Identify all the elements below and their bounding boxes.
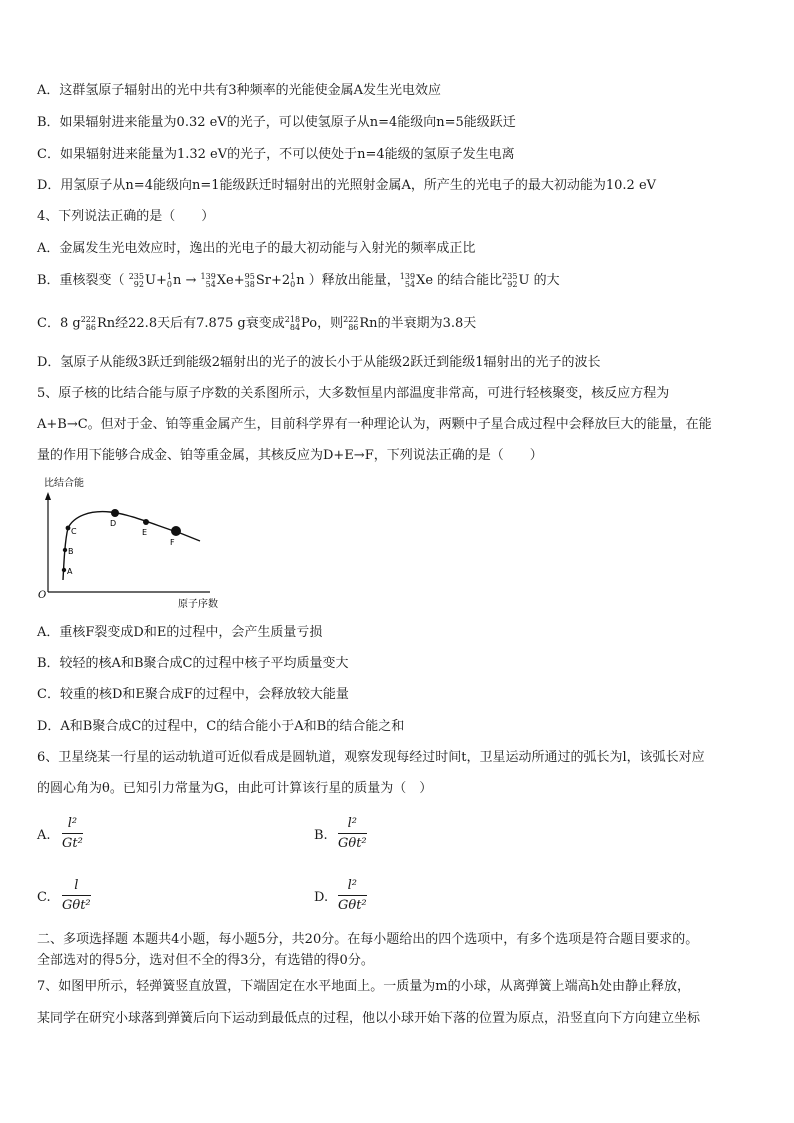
isotope-xe139-symbol: Xe bbox=[216, 273, 234, 288]
q4c-text: ，则 bbox=[317, 316, 344, 331]
isotope-sr95-index: 95 38 bbox=[244, 271, 255, 289]
chart-xlabel: 原子序数 bbox=[178, 599, 218, 610]
q6-option-a-label: A. bbox=[37, 828, 51, 843]
point-e bbox=[143, 519, 149, 525]
plus-sign: + bbox=[270, 273, 282, 288]
q6-stem-line2: 的圆心角为θ。已知引力常量为G，由此可计算该行星的质量为（ ） bbox=[37, 781, 433, 796]
q4c-text: 经22.8天后有7.875 g衰变成 bbox=[115, 316, 285, 331]
q6-option-c-fraction bbox=[62, 878, 91, 913]
q7-stem-line1: 7、如图甲所示，轻弹簧竖直放置，下端固定在水平地面上。一质量为m的小球，从离弹簧上端高h处由静止释放， bbox=[37, 979, 690, 994]
point-c-label: C bbox=[71, 527, 77, 536]
y-axis-arrow bbox=[45, 492, 51, 500]
plus-sign: + bbox=[233, 273, 245, 288]
point-c bbox=[66, 526, 71, 531]
q4-option-a: A．金属发生光电效应时，逸出的光电子的最大初动能与入射光的频率成正比 bbox=[37, 241, 476, 256]
q4c-suffix: 的半衰期为3.8天 bbox=[377, 316, 477, 331]
q4-option-b bbox=[37, 272, 560, 290]
q6-option-d-fraction bbox=[338, 878, 367, 913]
isotope-rn222-index: 222 86 bbox=[343, 314, 359, 332]
fraction-denominator: Gt² bbox=[62, 836, 83, 851]
q5-stem-line1: 5、原子核的比结合能与原子序数的关系图所示，大多数恒星内部温度非常高，可进行轻核聚变，核反应方程为 bbox=[37, 386, 670, 401]
q5-option-c: C．较重的核D和E聚合成F的过程中，会释放较大能量 bbox=[37, 687, 349, 702]
point-d-label: D bbox=[110, 519, 117, 528]
point-d bbox=[111, 509, 119, 517]
isotope-n-index: 1 0 bbox=[290, 271, 296, 289]
q4-option-c bbox=[37, 315, 476, 333]
q6-option-d-label: D. bbox=[314, 890, 329, 905]
isotope-n-symbol: n bbox=[296, 273, 305, 288]
reaction-arrow: → bbox=[185, 273, 197, 288]
q6-option-c-label: C. bbox=[37, 890, 51, 905]
isotope-rn222-symbol: Rn bbox=[359, 316, 378, 331]
fraction-denominator: Gθt² bbox=[62, 898, 91, 913]
q6-option-b-label: B. bbox=[314, 828, 328, 843]
coefficient: 2 bbox=[281, 273, 291, 288]
q6-option-b-fraction bbox=[338, 816, 367, 851]
fraction-bar bbox=[338, 833, 367, 834]
fraction-denominator: Gθt² bbox=[338, 836, 367, 851]
q4b-prefix: B．重核裂变（ bbox=[37, 273, 125, 288]
isotope-sr95-symbol: Sr bbox=[255, 273, 271, 288]
q5-stem-line3: 量的作用下能够合成金、铂等重金属，其核反应为D+E→F，下列说法正确的是（ ） bbox=[37, 448, 543, 463]
point-b bbox=[63, 548, 67, 552]
section2-heading-line2: 全部选对的得5分，选对但不全的得3分，有选错的得0分。 bbox=[37, 953, 374, 968]
q4-stem: 4、下列说法正确的是（ ） bbox=[37, 209, 215, 224]
chart-ylabel: 比结合能 bbox=[44, 478, 84, 489]
q3-option-c: C．如果辐射进来能量为1.32 eV的光子，不可以使处于n=4能级的氢原子发生电离 bbox=[37, 147, 515, 162]
point-f-label: F bbox=[170, 538, 175, 547]
q4-option-d: D．氢原子从能级3跃迁到能级2辐射出的光子的波长小于从能级2跃迁到能级1辐射出的光子的波长 bbox=[37, 355, 601, 370]
q4b-text: ）释放出能量， bbox=[308, 273, 400, 288]
fraction-bar bbox=[62, 833, 83, 834]
q5-option-a: A．重核F裂变成D和E的过程中，会产生质量亏损 bbox=[37, 625, 323, 640]
point-b-label: B bbox=[68, 547, 74, 556]
binding-energy-curve bbox=[63, 512, 200, 580]
q3-option-d: D．用氢原子从n=4能级向n=1能级跃迁时辐射出的光照射金属A，所产生的光电子的最大初动能为10.2 eV bbox=[37, 178, 657, 193]
q3-option-a: A．这群氢原子辐射出的光中共有3种频率的光能使金属A发生光电效应 bbox=[37, 83, 442, 98]
isotope-u235-symbol: U bbox=[144, 273, 156, 288]
q6-stem-line1: 6、卫星绕某一行星的运动轨道可近似看成是圆轨道，观察发现每经过时间t，卫星运动所通过的弧长为l，该弧长对应 bbox=[37, 750, 705, 765]
isotope-po218-symbol: Po bbox=[301, 316, 318, 331]
fraction-numerator: l² bbox=[67, 816, 78, 831]
isotope-u235-symbol: U bbox=[518, 273, 530, 288]
isotope-xe139-symbol: Xe bbox=[416, 273, 434, 288]
point-a-label: A bbox=[67, 567, 73, 576]
q4b-text: 的结合能比 bbox=[437, 273, 503, 288]
q7-stem-line2: 某同学在研究小球落到弹簧后向下运动到最低点的过程，他以小球开始下落的位置为原点，沿竖直向下方向建立坐标 bbox=[37, 1011, 701, 1026]
point-e-label: E bbox=[142, 528, 148, 537]
point-f bbox=[171, 526, 181, 536]
chart-origin-label: O bbox=[38, 590, 47, 601]
isotope-po218-index: 218 84 bbox=[284, 314, 301, 332]
isotope-n-symbol: n bbox=[172, 273, 182, 288]
point-a bbox=[62, 568, 66, 572]
isotope-xe139-index: 139 54 bbox=[399, 271, 416, 289]
fraction-bar bbox=[338, 895, 367, 896]
section2-heading-line1: 二、多项选择题 本题共4小题，每小题5分，共20分。在每小题给出的四个选项中，有多个选项是符合题目要求的。 bbox=[37, 932, 699, 947]
q4b-suffix: 的大 bbox=[533, 273, 560, 288]
q3-option-b: B．如果辐射进来能量为0.32 eV的光子，可以使氢原子从n=4能级向n=5能级跃迁 bbox=[37, 115, 516, 130]
q5-option-b: B．较轻的核A和B聚合成C的过程中核子平均质量变大 bbox=[37, 656, 349, 671]
binding-energy-chart bbox=[30, 470, 220, 615]
isotope-u235-index: 235 92 bbox=[128, 271, 144, 289]
fraction-numerator: l² bbox=[347, 878, 358, 893]
fraction-denominator: Gθt² bbox=[338, 898, 367, 913]
isotope-rn222-symbol: Rn bbox=[96, 316, 116, 331]
plus-sign: + bbox=[155, 273, 167, 288]
q6-option-a-fraction bbox=[62, 816, 83, 851]
isotope-n-index: 1 0 bbox=[166, 271, 172, 289]
isotope-u235-index: 235 92 bbox=[502, 271, 518, 289]
isotope-xe139-index: 139 54 bbox=[200, 271, 216, 289]
fraction-numerator: l bbox=[74, 878, 79, 893]
fraction-numerator: l² bbox=[347, 816, 358, 831]
q5-stem-line2: A+B→C。但对于金、铂等重金属产生，目前科学界有一种理论认为，两颗中子星合成过程中会释放巨大的能量，在能 bbox=[37, 417, 712, 432]
q5-option-d: D．A和B聚合成C的过程中，C的结合能小于A和B的结合能之和 bbox=[37, 719, 405, 734]
fraction-bar bbox=[62, 895, 91, 896]
q4c-prefix: C．8 g bbox=[37, 316, 81, 331]
isotope-rn222-index: 222 86 bbox=[80, 314, 96, 332]
